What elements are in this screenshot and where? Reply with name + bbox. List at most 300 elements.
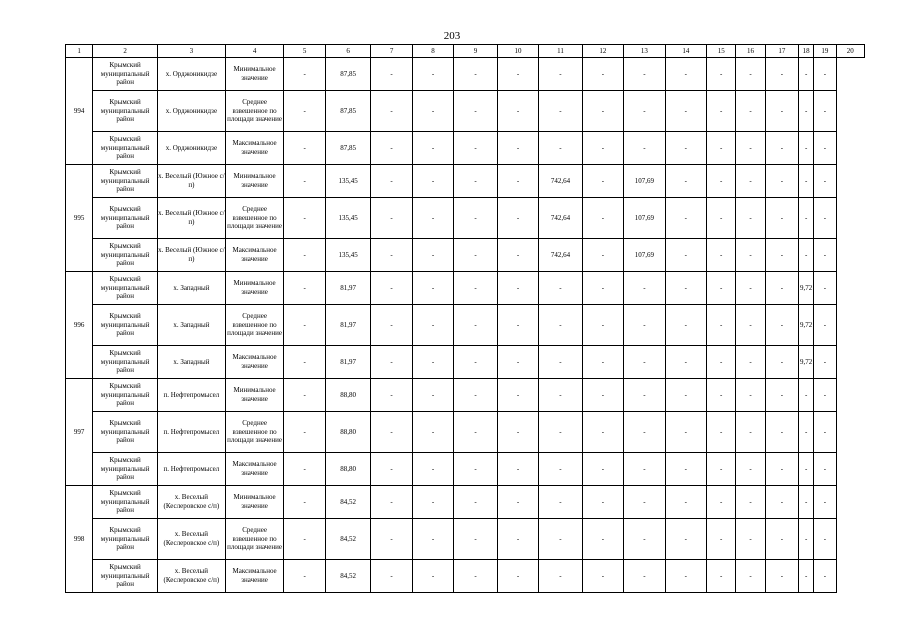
table-cell: -	[707, 198, 736, 239]
table-cell: п. Нефтепромысел	[158, 379, 226, 412]
table-row	[66, 239, 865, 272]
table-cell: -	[454, 58, 497, 91]
table-cell: -	[284, 379, 325, 412]
table-cell: -	[497, 165, 538, 198]
column-header: 12	[582, 45, 623, 58]
table-cell: -	[665, 132, 706, 165]
table-cell: -	[454, 453, 497, 486]
table-cell: -	[765, 239, 798, 272]
table-cell: -	[624, 58, 665, 91]
table-cell: п. Нефтепромысел	[158, 412, 226, 453]
table-cell: х. Веселый (Южное с/п)	[158, 198, 226, 239]
table-cell: -	[624, 519, 665, 560]
table-cell: Максимальное значение	[225, 239, 284, 272]
table-cell: -	[814, 239, 836, 272]
table-cell: -	[624, 305, 665, 346]
table-cell: -	[497, 453, 538, 486]
table-cell: -	[497, 272, 538, 305]
table-cell: -	[454, 305, 497, 346]
table-cell: х. Веселый (Кеслеровское с/п)	[158, 519, 226, 560]
table-cell: -	[707, 519, 736, 560]
table-cell: Крымский муниципальный район	[93, 412, 158, 453]
table-cell: -	[497, 58, 538, 91]
table-cell: -	[707, 305, 736, 346]
table-cell: -	[814, 379, 836, 412]
table-cell: -	[814, 412, 836, 453]
table-cell: -	[799, 519, 814, 560]
table-cell: 135,45	[325, 165, 371, 198]
table-cell: -	[665, 412, 706, 453]
table-row	[66, 305, 865, 346]
table-cell: -	[454, 198, 497, 239]
table-cell: 135,45	[325, 239, 371, 272]
table-cell: х. Веселый (Кеслеровское с/п)	[158, 486, 226, 519]
table-cell: -	[412, 379, 453, 412]
table-cell: -	[582, 412, 623, 453]
table-cell: -	[665, 486, 706, 519]
table-cell: Максимальное значение	[225, 132, 284, 165]
column-header: 2	[93, 45, 158, 58]
table-cell: -	[814, 132, 836, 165]
table-cell: -	[412, 58, 453, 91]
table-cell: -	[665, 239, 706, 272]
table-cell: Среднее взвешенное по площади значение	[225, 91, 284, 132]
column-header: 8	[412, 45, 453, 58]
table-cell: -	[284, 132, 325, 165]
table-cell: -	[736, 132, 765, 165]
table-cell: -	[665, 519, 706, 560]
table-cell: Крымский муниципальный район	[93, 305, 158, 346]
table-cell: -	[582, 305, 623, 346]
table-cell: -	[814, 91, 836, 132]
table-cell: -	[736, 346, 765, 379]
table-cell: -	[624, 346, 665, 379]
table-cell: -	[799, 453, 814, 486]
table-cell: -	[665, 346, 706, 379]
column-header: 9	[454, 45, 497, 58]
table-cell: 84,52	[325, 560, 371, 593]
table-cell: -	[665, 453, 706, 486]
table-row	[66, 198, 865, 239]
table-cell: -	[284, 58, 325, 91]
table-cell: Крымский муниципальный район	[93, 453, 158, 486]
table-cell: -	[707, 91, 736, 132]
table-cell: -	[624, 560, 665, 593]
table-cell: -	[707, 132, 736, 165]
table-cell: -	[284, 453, 325, 486]
table-cell: -	[736, 519, 765, 560]
table-cell: -	[371, 519, 412, 560]
table-row	[66, 91, 865, 132]
table-cell: Среднее взвешенное по площади значение	[225, 305, 284, 346]
table-cell: -	[736, 198, 765, 239]
row-number: 995	[66, 165, 93, 272]
table-cell: Крымский муниципальный район	[93, 132, 158, 165]
table-cell: -	[582, 239, 623, 272]
table-cell: -	[371, 379, 412, 412]
table-cell: -	[707, 346, 736, 379]
table-cell: -	[497, 346, 538, 379]
column-header: 20	[836, 45, 865, 58]
table-cell: х. Орджоникидзе	[158, 58, 226, 91]
table-cell: -	[814, 519, 836, 560]
table-cell: 87,85	[325, 91, 371, 132]
table-cell: -	[454, 132, 497, 165]
table-cell: -	[582, 486, 623, 519]
table-cell: -	[539, 272, 582, 305]
column-header: 1	[66, 45, 93, 58]
table-cell: -	[371, 560, 412, 593]
table-cell: -	[371, 198, 412, 239]
table-cell: 88,80	[325, 453, 371, 486]
table-row	[66, 486, 865, 519]
table-cell: -	[412, 239, 453, 272]
column-header: 3	[158, 45, 226, 58]
table-cell: -	[765, 560, 798, 593]
table-cell: -	[412, 305, 453, 346]
table-cell: -	[539, 560, 582, 593]
column-header: 19	[814, 45, 836, 58]
table-cell: -	[497, 486, 538, 519]
table-row	[66, 560, 865, 593]
table-cell: -	[665, 379, 706, 412]
table-cell: 742,64	[539, 198, 582, 239]
table-cell: -	[707, 453, 736, 486]
table-cell: -	[799, 58, 814, 91]
table-cell: -	[284, 412, 325, 453]
table-cell: -	[624, 272, 665, 305]
table-cell: -	[814, 346, 836, 379]
table-cell: -	[665, 91, 706, 132]
row-number: 997	[66, 379, 93, 486]
table-cell: Крымский муниципальный район	[93, 486, 158, 519]
column-header: 16	[736, 45, 765, 58]
table-cell: Крымский муниципальный район	[93, 519, 158, 560]
table-cell: -	[624, 486, 665, 519]
table-cell: -	[736, 379, 765, 412]
table-cell: -	[371, 305, 412, 346]
table-cell: -	[371, 272, 412, 305]
table-cell: х. Орджоникидзе	[158, 132, 226, 165]
table-cell: -	[736, 272, 765, 305]
table-cell: -	[582, 272, 623, 305]
table-row	[66, 58, 865, 91]
table-cell: -	[539, 453, 582, 486]
table-cell: -	[799, 132, 814, 165]
table-cell: 107,69	[624, 239, 665, 272]
table-cell: Крымский муниципальный район	[93, 198, 158, 239]
column-header: 6	[325, 45, 371, 58]
table-cell: 742,64	[539, 239, 582, 272]
table-cell: -	[539, 132, 582, 165]
column-header: 4	[225, 45, 284, 58]
table-cell: -	[371, 239, 412, 272]
table-cell: -	[814, 453, 836, 486]
table-cell: 9,72	[799, 346, 814, 379]
table-cell: -	[624, 379, 665, 412]
table-cell: -	[371, 412, 412, 453]
table-cell: -	[582, 519, 623, 560]
table-cell: -	[412, 486, 453, 519]
table-cell: -	[539, 379, 582, 412]
table-cell: -	[497, 412, 538, 453]
table-cell: 81,97	[325, 346, 371, 379]
table-cell: -	[814, 486, 836, 519]
table-cell: -	[707, 379, 736, 412]
table-cell: -	[582, 132, 623, 165]
table-cell: -	[284, 272, 325, 305]
table-cell: -	[799, 239, 814, 272]
table-cell: -	[412, 519, 453, 560]
table-cell: х. Веселый (Южное с/п)	[158, 239, 226, 272]
table-cell: -	[582, 560, 623, 593]
column-header: 7	[371, 45, 412, 58]
table-cell: -	[707, 165, 736, 198]
table-cell: 9,72	[799, 305, 814, 346]
table-cell: -	[736, 305, 765, 346]
table-cell: -	[454, 91, 497, 132]
table-cell: Крымский муниципальный район	[93, 560, 158, 593]
table-cell: -	[582, 198, 623, 239]
table-cell: -	[454, 412, 497, 453]
table-cell: -	[707, 272, 736, 305]
table-cell: -	[497, 305, 538, 346]
table-cell: -	[707, 412, 736, 453]
table-cell: -	[284, 165, 325, 198]
table-row	[66, 379, 865, 412]
table-cell: -	[454, 272, 497, 305]
table-cell: -	[371, 486, 412, 519]
table-cell: -	[736, 560, 765, 593]
column-header: 18	[799, 45, 814, 58]
table-cell: -	[412, 132, 453, 165]
table-cell: -	[736, 412, 765, 453]
table-cell: -	[497, 132, 538, 165]
table-cell: -	[539, 91, 582, 132]
table-cell: -	[497, 198, 538, 239]
table-cell: -	[665, 198, 706, 239]
table-cell: -	[799, 379, 814, 412]
table-cell: -	[497, 239, 538, 272]
table-cell: -	[582, 91, 623, 132]
table-cell: -	[765, 305, 798, 346]
table-cell: -	[814, 58, 836, 91]
column-header: 15	[707, 45, 736, 58]
table-cell: -	[624, 412, 665, 453]
table-cell: -	[412, 346, 453, 379]
table-cell: 87,85	[325, 58, 371, 91]
table-cell: Максимальное значение	[225, 346, 284, 379]
table-cell: 87,85	[325, 132, 371, 165]
table-cell: -	[582, 58, 623, 91]
table-cell: -	[454, 519, 497, 560]
table-cell: -	[736, 453, 765, 486]
table-cell: -	[765, 91, 798, 132]
table-body	[66, 58, 865, 593]
table-cell: 81,97	[325, 305, 371, 346]
table-cell: -	[284, 305, 325, 346]
table-cell: -	[765, 519, 798, 560]
row-number: 994	[66, 58, 93, 165]
table-cell: -	[582, 346, 623, 379]
table-cell: -	[582, 165, 623, 198]
row-number: 998	[66, 486, 93, 593]
table-cell: -	[665, 305, 706, 346]
table-cell: -	[454, 165, 497, 198]
table-cell: -	[454, 239, 497, 272]
table-cell: -	[539, 346, 582, 379]
table-cell: -	[454, 346, 497, 379]
table-cell: х. Западный	[158, 305, 226, 346]
table-cell: 84,52	[325, 519, 371, 560]
column-header: 13	[624, 45, 665, 58]
table-row	[66, 346, 865, 379]
table-cell: -	[765, 272, 798, 305]
table-cell: 107,69	[624, 198, 665, 239]
table-cell: -	[284, 486, 325, 519]
table-cell: -	[665, 272, 706, 305]
table-cell: Крымский муниципальный район	[93, 239, 158, 272]
table-cell: 9,72	[799, 272, 814, 305]
table-cell: Крымский муниципальный район	[93, 91, 158, 132]
table-cell: -	[799, 560, 814, 593]
table-cell: -	[284, 346, 325, 379]
table-cell: -	[454, 379, 497, 412]
table-cell: -	[371, 346, 412, 379]
table-cell: -	[799, 412, 814, 453]
table-cell: -	[765, 486, 798, 519]
table-cell: -	[371, 132, 412, 165]
table-cell: -	[497, 519, 538, 560]
table-cell: -	[371, 165, 412, 198]
table-cell: -	[412, 560, 453, 593]
table-cell: -	[624, 91, 665, 132]
table-cell: х. Веселый (Южное с/п)	[158, 165, 226, 198]
table-cell: Среднее взвешенное по площади значение	[225, 519, 284, 560]
table-cell: х. Западный	[158, 272, 226, 305]
table-cell: -	[284, 560, 325, 593]
table-cell: -	[736, 165, 765, 198]
data-table	[65, 44, 865, 593]
table-cell: -	[539, 486, 582, 519]
table-cell: -	[765, 198, 798, 239]
table-cell: -	[284, 198, 325, 239]
table-cell: -	[707, 486, 736, 519]
column-header: 17	[765, 45, 798, 58]
column-header: 10	[497, 45, 538, 58]
table-cell: Максимальное значение	[225, 453, 284, 486]
table-cell: Максимальное значение	[225, 560, 284, 593]
table-cell: х. Орджоникидзе	[158, 91, 226, 132]
table-cell: 88,80	[325, 379, 371, 412]
table-cell: -	[799, 91, 814, 132]
table-cell: -	[412, 453, 453, 486]
table-cell: -	[412, 165, 453, 198]
table-cell: -	[765, 165, 798, 198]
table-cell: Крымский муниципальный район	[93, 272, 158, 305]
table-cell: -	[765, 453, 798, 486]
table-cell: -	[665, 165, 706, 198]
table-cell: -	[765, 346, 798, 379]
column-header: 5	[284, 45, 325, 58]
table-cell: -	[284, 91, 325, 132]
column-header: 14	[665, 45, 706, 58]
table-cell: 88,80	[325, 412, 371, 453]
table-cell: -	[799, 486, 814, 519]
table-cell: -	[765, 58, 798, 91]
table-cell: -	[412, 198, 453, 239]
table-cell: Среднее взвешенное по площади значение	[225, 198, 284, 239]
table-cell: -	[539, 412, 582, 453]
table-row	[66, 453, 865, 486]
table-cell: -	[707, 239, 736, 272]
table-cell: -	[497, 91, 538, 132]
table-cell: -	[412, 412, 453, 453]
table-cell: -	[284, 239, 325, 272]
table-cell: -	[497, 379, 538, 412]
table-cell: -	[371, 91, 412, 132]
table-cell: -	[765, 132, 798, 165]
table-cell: Крымский муниципальный район	[93, 346, 158, 379]
table-cell: 135,45	[325, 198, 371, 239]
table-cell: -	[707, 58, 736, 91]
table-cell: -	[814, 560, 836, 593]
table-cell: -	[624, 132, 665, 165]
table-cell: Среднее взвешенное по площади значение	[225, 412, 284, 453]
table-cell: п. Нефтепромысел	[158, 453, 226, 486]
table-cell: -	[624, 453, 665, 486]
table-cell: -	[665, 58, 706, 91]
table-cell: -	[412, 91, 453, 132]
table-cell: Минимальное значение	[225, 272, 284, 305]
table-cell: -	[539, 519, 582, 560]
table-row	[66, 412, 865, 453]
table-cell: -	[736, 486, 765, 519]
table-cell: -	[736, 91, 765, 132]
table-cell: х. Веселый (Кеслеровское с/п)	[158, 560, 226, 593]
table-cell: -	[412, 272, 453, 305]
table-cell: 84,52	[325, 486, 371, 519]
table-cell: -	[665, 560, 706, 593]
table-cell: -	[814, 165, 836, 198]
table-cell: Минимальное значение	[225, 379, 284, 412]
table-cell: -	[707, 560, 736, 593]
table-cell: Минимальное значение	[225, 165, 284, 198]
table-cell: -	[799, 165, 814, 198]
table-row	[66, 132, 865, 165]
table-cell: 81,97	[325, 272, 371, 305]
table-cell: -	[814, 272, 836, 305]
table-cell: -	[371, 453, 412, 486]
table-cell: -	[454, 560, 497, 593]
table-cell: Крымский муниципальный район	[93, 379, 158, 412]
table-cell: 107,69	[624, 165, 665, 198]
table-cell: -	[814, 198, 836, 239]
table-cell: -	[284, 519, 325, 560]
header-row	[66, 45, 865, 58]
table-cell: Минимальное значение	[225, 58, 284, 91]
table-cell: -	[454, 486, 497, 519]
table-cell: Минимальное значение	[225, 486, 284, 519]
table-cell: Крымский муниципальный район	[93, 165, 158, 198]
table-cell: -	[582, 379, 623, 412]
table-row	[66, 272, 865, 305]
page-number: 203	[443, 30, 461, 42]
table-cell: -	[765, 379, 798, 412]
table-cell: -	[497, 560, 538, 593]
table-cell: -	[799, 198, 814, 239]
table-cell: -	[736, 239, 765, 272]
